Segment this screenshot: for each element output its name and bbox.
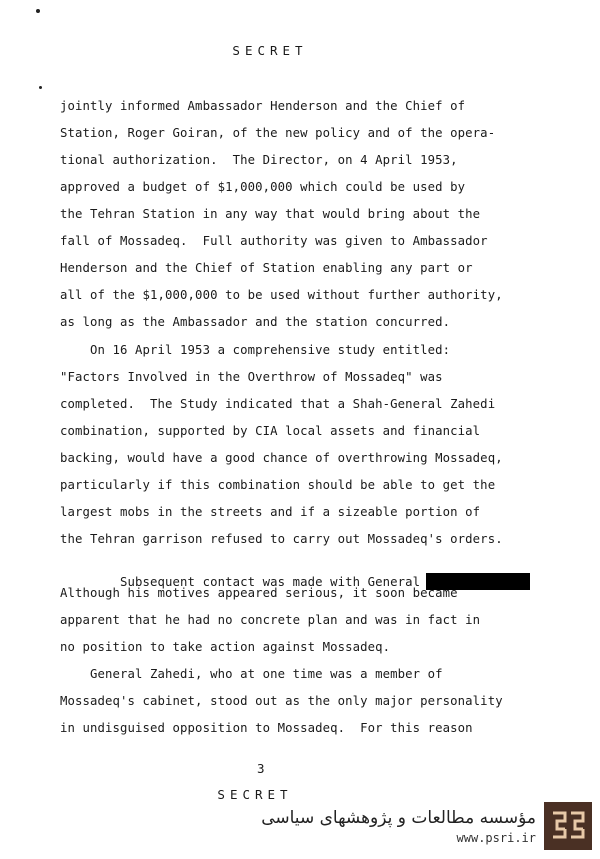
body-line: Henderson and the Chief of Station enabling any part or — [60, 261, 473, 275]
body-line: all of the $1,000,000 to be used without further authority, — [60, 288, 503, 302]
body-line: no position to take action against Mossadeq. — [60, 640, 391, 654]
body-line: approved a budget of $1,000,000 which could be used by — [60, 180, 466, 194]
body-line: General Zahedi, who at one time was a member of — [60, 667, 443, 681]
margin-dot-top — [36, 9, 40, 13]
body-line: combination, supported by CIA local assets and financial — [60, 424, 481, 438]
institute-logo-icon — [544, 802, 592, 850]
body-line: completed. The Study indicated that a Shah-General Zahedi — [60, 397, 496, 411]
body-line: "Factors Involved in the Overthrow of Mossadeq" was — [60, 370, 443, 384]
body-line: Mossadeq's cabinet, stood out as the only major personality — [60, 694, 503, 708]
margin-dot-side — [39, 86, 42, 89]
body-line: backing, would have a good chance of overthrowing Mossadeq, — [60, 451, 503, 465]
body-line: fall of Mossadeq. Full authority was given to Ambassador — [60, 234, 488, 248]
body-line: the Tehran Station in any way that would bring about the — [60, 207, 481, 221]
body-line: Subsequent contact was made with General — [90, 575, 421, 589]
body-line: particularly if this combination should be able to get the — [60, 478, 496, 492]
body-line: Station, Roger Goiran, of the new policy and of the opera- — [60, 126, 496, 140]
body-line: apparent that he had no concrete plan and was in fact in — [60, 613, 481, 627]
body-line: Although his motives appeared serious, it soon became — [60, 586, 458, 600]
watermark-url: www.psri.ir — [456, 830, 536, 845]
footer-classification: SECRET — [217, 787, 293, 802]
body-line: On 16 April 1953 a comprehensive study entitled: — [60, 343, 451, 357]
watermark — [261, 799, 592, 853]
logo-glyph-icon — [549, 807, 587, 845]
body-line: jointly informed Ambassador Henderson and the Chief of — [60, 99, 466, 113]
page-number: 3 — [257, 761, 265, 776]
body-line: tional authorization. The Director, on 4 April 1953, — [60, 153, 458, 167]
body-line: in undisguised opposition to Mossadeq. For this reason — [60, 721, 473, 735]
watermark-title: مؤسسه مطالعات و پژوهشهای سیاسی — [261, 807, 536, 828]
body-line: the Tehran garrison refused to carry out Mossadeq's orders. — [60, 532, 503, 546]
body-line: largest mobs in the streets and if a sizeable portion of — [60, 505, 481, 519]
body-line: as long as the Ambassador and the station concurred. — [60, 315, 451, 329]
header-classification: SECRET — [232, 43, 308, 58]
watermark-text — [261, 808, 536, 845]
